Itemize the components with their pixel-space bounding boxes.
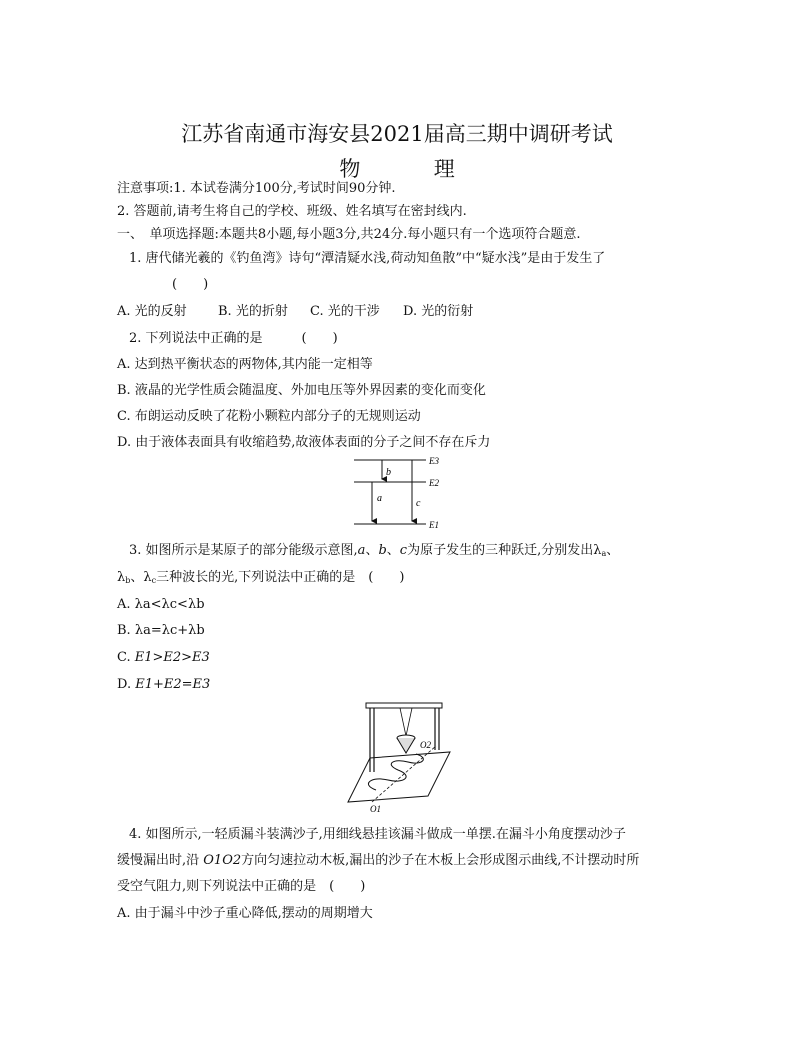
q1-option-d: D. 光的衍射 — [403, 304, 474, 319]
q4-stem-line-2 — [117, 853, 639, 869]
subject-char-1: 物 — [339, 157, 361, 181]
q3-option-c-text: E1>E2>E3 — [134, 650, 210, 665]
label-a: a — [377, 493, 382, 504]
label-o2: O2 — [420, 740, 431, 750]
q3-lambda-c: 、λ — [130, 570, 152, 585]
subject-title — [0, 153, 794, 183]
q2-option-a: A. 达到热平衡状态的两物体,其内能一定相等 — [117, 357, 373, 372]
string-2 — [406, 708, 412, 736]
q3-stem-line-2 — [117, 570, 404, 589]
q3-var-a: a — [357, 543, 366, 558]
q3-option-d-text: E1+E2=E3 — [135, 677, 211, 692]
notice-line-2: 2. 答题前,请考生将自己的学校、班级、姓名填写在密封线内. — [117, 204, 467, 219]
q3-sub-c: c — [151, 576, 157, 585]
q1-option-b: B. 光的折射 — [218, 304, 288, 319]
q4-line-2-b: 方向匀速拉动木板,漏出的沙子在木板上会形成图示曲线,不计摆动时所 — [241, 853, 640, 868]
q3-option-b-text: λa=λc+λb — [134, 623, 205, 638]
q3-option-a-text: λa<λc<λb — [134, 597, 205, 612]
q3-sep-2: 、 — [386, 543, 400, 558]
q4-stem-line-3: 受空气阻力,则下列说法中正确的是 ( ) — [117, 879, 366, 894]
q3-line-2-rest: 三种波长的光,下列说法中正确的是 ( ) — [156, 570, 405, 585]
funnel-pendulum-diagram — [340, 698, 460, 816]
label-e1: E1 — [429, 520, 439, 530]
q1-stem: 1. 唐代储光羲的《钓鱼湾》诗句“潭清疑水浅,荷动知鱼散”中“疑水浅”是由于发生了 — [129, 251, 606, 266]
q3-stem-line-1 — [129, 543, 619, 562]
section-heading: 一、 单项选择题:本题共8小题,每小题3分,共24分.每小题只有一个选项符合题意. — [117, 227, 581, 242]
subject-char-2: 理 — [433, 157, 455, 181]
q4-stem-line-1: 4. 如图所示,一轻质漏斗装满沙子,用细线悬挂该漏斗做成一单摆.在漏斗小角度摆动沙子 — [129, 827, 626, 842]
label-b: b — [386, 467, 391, 478]
q3-option-c — [117, 650, 210, 666]
q2-option-d: D. 由于液体表面具有收缩趋势,故液体表面的分子之间不存在斥力 — [117, 435, 491, 450]
notice-line-1: 注意事项:1. 本试卷满分100分,考试时间90分钟. — [117, 181, 396, 196]
string-1 — [400, 708, 406, 736]
q1-option-a: A. 光的反射 — [117, 304, 187, 319]
q3-option-b — [117, 623, 205, 639]
q3-sub-a: a — [601, 549, 607, 558]
wooden-board — [348, 752, 450, 802]
q3-stem-part-2: 为原子发生的三种跃迁,分别发出λ — [407, 543, 602, 558]
q1-blank: ( ) — [172, 277, 209, 292]
frame-top-bar — [366, 703, 442, 708]
q4-line-2-a: 缓慢漏出时,沿 — [117, 853, 204, 868]
funnel-cone — [397, 738, 415, 753]
energy-level-diagram — [340, 452, 450, 532]
q3-sub-b: b — [125, 576, 131, 585]
sand-curve — [368, 754, 423, 790]
q3-var-c: c — [399, 543, 408, 558]
q2-stem: 2. 下列说法中正确的是 ( ) — [129, 331, 338, 346]
q4-o1o2: O1O2 — [203, 853, 242, 868]
q3-option-a-label: A. — [117, 597, 135, 612]
q3-option-a — [117, 597, 205, 613]
label-e2: E2 — [429, 478, 439, 488]
o1-o2-axis — [372, 746, 436, 802]
q3-stem-part-1: 3. 如图所示是某原子的部分能级示意图, — [129, 543, 358, 558]
q3-lambda-b: λ — [117, 570, 126, 585]
label-o1: O1 — [370, 804, 381, 814]
q2-option-b: B. 液晶的光学性质会随温度、外加电压等外界因素的变化而变化 — [117, 383, 486, 398]
q3-stem-tail: 、 — [606, 543, 620, 558]
q1-option-c: C. 光的干涉 — [310, 304, 380, 319]
q3-option-d-label: D. — [117, 677, 136, 692]
label-c: c — [416, 498, 421, 509]
q3-var-b: b — [378, 543, 387, 558]
q3-option-b-label: B. — [117, 623, 135, 638]
q4-option-a: A. 由于漏斗中沙子重心降低,摆动的周期增大 — [117, 906, 373, 921]
q2-option-c: C. 布朗运动反映了花粉小颗粒内部分子的无规则运动 — [117, 409, 421, 424]
q3-option-c-label: C. — [117, 650, 135, 665]
q3-option-d — [117, 677, 210, 693]
q3-sep-1: 、 — [365, 543, 379, 558]
label-e3: E3 — [429, 456, 439, 466]
exam-title: 江苏省南通市海安县2021届高三期中调研考试 — [181, 122, 613, 146]
